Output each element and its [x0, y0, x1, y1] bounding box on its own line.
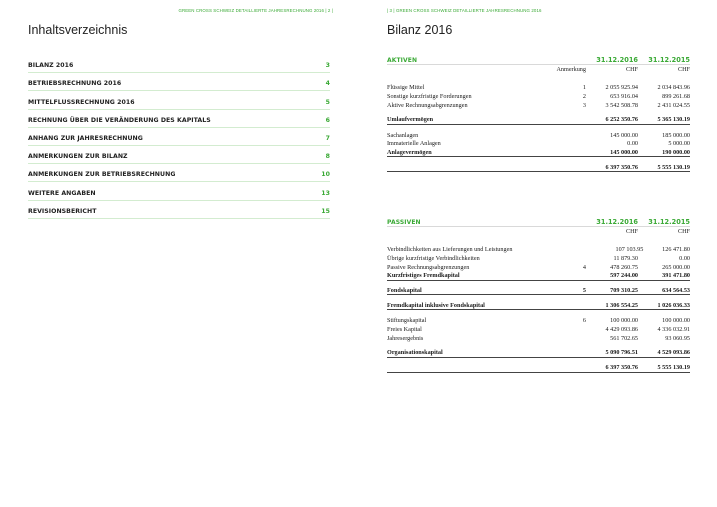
running-head-left: GREEN CROSS SCHWEIZ DETAILLIERTE JAHRESRECHNUNG 2016 | 2 | — [178, 8, 333, 13]
value-2016: 3 542 508.78 — [605, 101, 638, 109]
row-label: Aktive Rechnungsabgrenzungen — [387, 101, 468, 109]
row-label: Umlaufvermögen — [387, 116, 434, 124]
value-2016: 561 702.65 — [610, 335, 638, 343]
table-row — [387, 92, 690, 101]
subtotal-row — [387, 116, 690, 125]
toc-entry-label: REVISIONSBERICHT — [28, 207, 97, 215]
passiven-subheader — [387, 227, 690, 236]
table-row — [387, 83, 690, 92]
passiven-heading: PASSIVEN — [387, 219, 421, 226]
value-2015: 126 471.80 — [662, 245, 690, 253]
value-2015: 5 555 130.19 — [657, 163, 690, 171]
value-2015: 265 000.00 — [662, 263, 690, 271]
table-row — [387, 101, 690, 110]
row-label: Immaterielle Anlagen — [387, 140, 441, 148]
toc-entry-label: RECHNUNG ÜBER DIE VERÄNDERUNG DES KAPITALS — [28, 116, 211, 124]
row-label: Stiftungskapital — [387, 317, 427, 325]
table-row — [387, 254, 690, 263]
toc-entry-page: 10 — [321, 171, 330, 179]
row-note: 2 — [582, 92, 586, 100]
toc-entry-label: BILANZ 2016 — [28, 62, 74, 70]
value-2015: 5 000.00 — [668, 140, 690, 148]
value-2016: 1 306 554.25 — [605, 301, 638, 309]
value-2015: 5 365 130.19 — [657, 116, 690, 124]
value-2016: 145 000.00 — [610, 148, 638, 156]
subtotal-row — [387, 287, 690, 296]
left-page — [0, 0, 358, 507]
toc-entry[interactable] — [28, 91, 330, 109]
passiven-table — [387, 218, 690, 373]
table-of-contents — [28, 55, 330, 219]
toc-entry-page: 15 — [321, 207, 330, 215]
total-row — [387, 163, 690, 172]
row-label: Verbindlichkeiten aus Lieferungen und Leistungen — [387, 245, 513, 253]
row-label: Flüssige Mittel — [387, 83, 425, 91]
col-2015-header: 31.12.2015 — [648, 218, 690, 226]
table-row — [387, 325, 690, 334]
row-label: Passive Rechnungsabgrenzungen — [387, 263, 470, 271]
value-2016: 100 000.00 — [610, 317, 638, 325]
value-2015: 391 471.80 — [662, 272, 690, 280]
col-2015-header: 31.12.2015 — [648, 56, 690, 64]
aktiven-table — [387, 56, 690, 172]
aktiven-subheader — [387, 65, 690, 74]
aktiven-header — [387, 56, 690, 65]
aktiven-heading: AKTIVEN — [387, 57, 418, 64]
row-note: 1 — [582, 83, 586, 91]
value-2016: 145 000.00 — [610, 131, 638, 139]
row-label: Fremdkapital inklusive Fondskapital — [387, 301, 485, 309]
col-2016-header: 31.12.2016 — [596, 56, 638, 64]
toc-entry[interactable] — [28, 110, 330, 128]
value-2016: 4 429 093.86 — [605, 326, 638, 334]
table-row — [387, 139, 690, 148]
value-2016: 653 916.04 — [610, 92, 638, 100]
value-2016: 6 397 350.76 — [605, 163, 638, 171]
value-2015: 634 564.53 — [662, 287, 690, 294]
table-row — [387, 245, 690, 254]
toc-entry[interactable] — [28, 182, 330, 200]
row-label: Jahresergebnis — [387, 335, 424, 343]
toc-entry[interactable] — [28, 201, 330, 219]
toc-entry[interactable] — [28, 164, 330, 182]
row-label: Organisationskapital — [387, 349, 443, 357]
table-row — [387, 316, 690, 325]
value-2015: 0.00 — [679, 254, 690, 262]
toc-entry-page: 5 — [325, 98, 330, 106]
toc-entry[interactable] — [28, 128, 330, 146]
running-head-right: | 3 | GREEN CROSS SCHWEIZ DETAILLIERTE JAHRESRECHNUNG 2016 — [387, 8, 542, 13]
value-2016: 709 310.25 — [610, 287, 638, 294]
note-header: Anmerkung — [556, 66, 586, 73]
value-2016: 6 397 350.76 — [605, 364, 638, 372]
value-2015: 2 431 024.55 — [657, 101, 690, 109]
row-label: Kurzfristiges Fremdkapital — [387, 272, 460, 280]
page-title-toc: Inhaltsverzeichnis — [28, 23, 128, 37]
value-2016: 0.00 — [627, 140, 638, 148]
toc-entry-label: MITTELFLUSSRECHNUNG 2016 — [28, 98, 135, 106]
currency-2015: CHF — [677, 228, 690, 235]
row-note: 3 — [582, 101, 586, 109]
value-2016: 6 252 350.76 — [605, 116, 638, 124]
toc-entry[interactable] — [28, 73, 330, 91]
value-2016: 478 260.75 — [610, 263, 638, 271]
subtotal-row — [387, 148, 690, 157]
value-2015: 185 000.00 — [662, 131, 690, 139]
value-2015: 93 060.95 — [665, 335, 690, 343]
value-2016: 597 244.00 — [610, 272, 638, 280]
toc-entry-page: 4 — [325, 80, 330, 88]
value-2016: 5 090 796.51 — [605, 349, 638, 357]
row-note: 5 — [582, 287, 586, 294]
toc-entry-page: 8 — [325, 153, 330, 161]
currency-2016: CHF — [625, 228, 638, 235]
toc-entry-label: ANHANG ZUR JAHRESRECHNUNG — [28, 134, 143, 142]
value-2015: 1 026 036.33 — [657, 301, 690, 309]
toc-entry-label: WEITERE ANGABEN — [28, 189, 96, 197]
row-label: Übrige kurzfristige Verbindlichkeiten — [387, 254, 480, 262]
toc-entry-page: 13 — [321, 189, 330, 197]
value-2015: 899 261.68 — [662, 92, 690, 100]
toc-entry-label: ANMERKUNGEN ZUR BILANZ — [28, 153, 128, 161]
row-label: Sonstige kurzfristige Forderungen — [387, 92, 472, 100]
subtotal-row — [387, 272, 690, 281]
value-2015: 2 034 843.96 — [657, 83, 690, 91]
toc-entry-page: 3 — [325, 62, 330, 70]
toc-entry[interactable] — [28, 55, 330, 73]
toc-entry-label: BETRIEBSRECHNUNG 2016 — [28, 80, 122, 88]
table-row — [387, 131, 690, 140]
row-label: Anlagevermögen — [387, 148, 432, 156]
row-label: Fondskapital — [387, 287, 422, 294]
total-row — [387, 364, 690, 373]
row-label: Freies Kapital — [387, 326, 422, 334]
value-2015: 190 000.00 — [662, 148, 690, 156]
subtotal-row — [387, 349, 690, 358]
col-2016-header: 31.12.2016 — [596, 218, 638, 226]
subtotal-row — [387, 301, 690, 310]
page-title-bilanz: Bilanz 2016 — [387, 23, 453, 37]
row-note: 4 — [582, 263, 586, 271]
passiven-header — [387, 218, 690, 227]
row-note: 6 — [582, 317, 586, 325]
value-2015: 4 336 032.91 — [657, 326, 690, 334]
value-2016: 107 103.95 — [615, 245, 644, 253]
currency-2015: CHF — [677, 66, 690, 73]
toc-entry[interactable] — [28, 146, 330, 164]
value-2015: 4 529 093.86 — [657, 349, 690, 357]
value-2016: 11 879.30 — [613, 254, 638, 262]
table-row — [387, 334, 690, 343]
value-2015: 5 555 130.19 — [657, 364, 690, 372]
currency-2016: CHF — [625, 66, 638, 73]
toc-entry-page: 6 — [325, 116, 330, 124]
toc-entry-page: 7 — [325, 134, 330, 142]
value-2015: 100 000.00 — [662, 317, 690, 325]
toc-entry-label: ANMERKUNGEN ZUR BETRIEBSRECHNUNG — [28, 171, 176, 179]
row-label: Sachanlagen — [387, 131, 419, 139]
value-2016: 2 055 925.94 — [605, 83, 638, 91]
table-row — [387, 263, 690, 272]
